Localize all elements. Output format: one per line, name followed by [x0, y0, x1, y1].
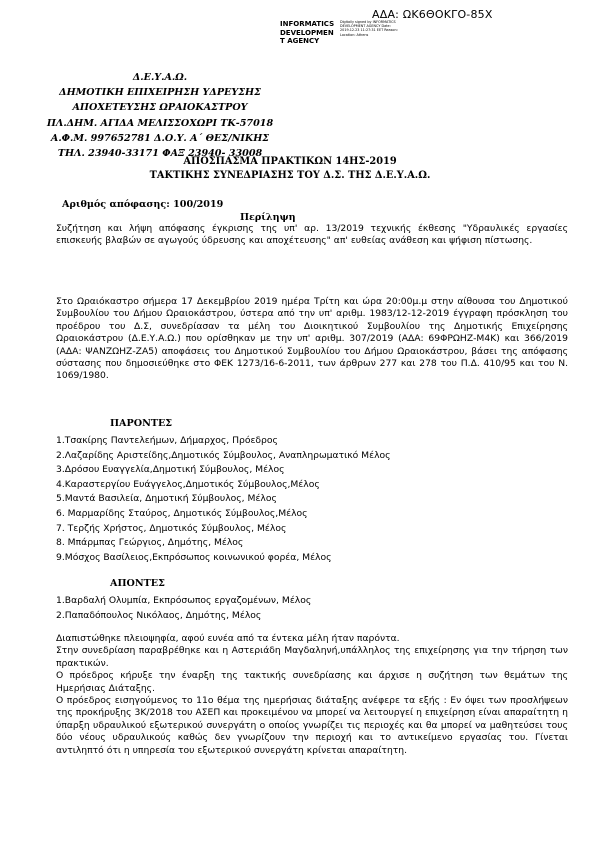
org-line1: ΔΗΜΟΤΙΚΗ ΕΠΙΧΕΙΡΗΣΗ ΥΔΡΕΥΣΗΣ [59, 87, 261, 99]
list-item: 8. Μπάρμπας Γεώργιος, Δημότης, Μέλος [56, 537, 244, 549]
list-item: 6. Μαρμαρίδης Σταύρος, Δημοτικός Σύμβουλος,Μέλος [56, 507, 308, 519]
closing-paragraph: Ο πρόεδρος εισηγούμενος το 11ο θέμα της ημερήσιας διάταξης ανέφερε τα εξής : Εν όψει των προσλήψεων της προκήρυξης 3Κ/2018 του ΑΣΕΠ και προκειμένου να μπορεί να λειτουργεί η επιχείρηση είναι απαραίτητη η ύπαρξη υδραυλικού εξωτερικού συνεργάτη ο οποίος γνωρίζει τις περιοχές και θα μπορεί να μαθητεύσει τους δύο νέους υδραυλικούς καθώς δεν γνωρίζουν την περιοχή και το αντικείμενο εργασίας του. Γίνεται αντιληπτό ότι η υπηρεσία του εξωτερικού συνεργάτη κρίνεται απαραίτητη. [56, 695, 568, 756]
list-item: 5.Μαντά Βασιλεία, Δημοτική Σύμβουλος, Μέλος [56, 493, 277, 505]
absent-list [56, 594, 568, 623]
list-item: 9.Μόσχος Βασίλειος,Εκπρόσωπος κοινωνικού φορέα, Μέλος [56, 551, 332, 563]
summary-text: Συζήτηση και λήψη απόφασης έγκρισης της υπ' αρ. 13/2019 τεχνικής έκθεσης "Υδραυλικές εργασίες επισκευής βλαβών σε αγωγούς ύδρευσης και αποχέτευσης" απ' ευθείας ανάθεση και ψήφιση πίστωσης. [56, 223, 568, 246]
brand-line: T AGENCY [280, 37, 320, 45]
brand-line: INFORMATICS [280, 20, 335, 28]
list-item: 7. Τερζής Χρήστος, Δημοτικός Σύμβουλος, Μέλος [56, 522, 287, 534]
signature-brand [280, 20, 334, 46]
organization-header [40, 70, 280, 161]
list-item: 3.Δρόσου Ευαγγελία,Δημοτική Σύμβουλος, Μέλος [56, 464, 285, 476]
absent-title: ΑΠΟΝΤΕΣ [110, 578, 165, 589]
brand-line: DEVELOPMEN [280, 28, 334, 37]
present-title: ΠΑΡΟΝΤΕΣ [110, 418, 173, 429]
list-item: 2.Λαζαρίδης Αριστείδης,Δημοτικός Σύμβουλος, Αναπληρωματικό Μέλος [56, 449, 391, 461]
document-ada-id: ΑΔΑ: ΩΚ6ΘΟΚΓΟ-85Χ [372, 8, 493, 21]
minutes-body: Στο Ωραιόκαστρο σήμερα 17 Δεκεμβρίου 2019 ημέρα Τρίτη και ώρα 20:00μ.μ στην αίθουσα του Δημοτικού Συμβουλίου του Δήμου Ωραιοκάστρου, ύστερα από την υπ' αριθμ. 1983/12-12-2019 έγγραφη πρόσκληση του προέδρου του Δ.Σ, συνεδρίασαν τα μέλη του Διοικητικού Συμβουλίου της Δημοτικής Επιχείρησης Ωραιοκάστρου (Δ.Ε.Υ.Α.Ω.) που ορίσθηκαν με την υπ' αριθμ. 307/2019 (ΑΔΑ: 69ΦΡΩΗΖ-Μ4Κ) και 366/2019 (ΑΔΑ: ΨΑΝΖΩΗΖ-ΖΑ5) αποφάσεις του Δημοτικού Συμβουλίου του Δήμου Ωραιοκάστρου, βάσει της απόφασης σύστασης που δημοσιεύθηκε στο ΦΕΚ 1273/16-6-2011, των άρθρων 277 και 278 του Π.Δ. 410/95 και του Ν. 1069/1980. [56, 296, 568, 382]
org-line2: ΑΠΟΧΕΤΕΥΣΗΣ ΩΡΑΙΟΚΑΣΤΡΟΥ [72, 102, 248, 114]
title-line2: ΤΑΚΤΙΚΗΣ ΣΥΝΕΔΡΙΑΣΗΣ ΤΟΥ Δ.Σ. ΤΗΣ Δ.Ε.Υ.Α.Ω. [149, 170, 431, 181]
signature-details: Digitally signed by INFORMATICS DEVELOPMENT AGENCY Date: 2019.12.23 11:27:31 EET Reason: Location: Athens [340, 20, 398, 37]
document-title [90, 155, 490, 183]
closing-paragraph: Διαπιστώθηκε πλειοψηφία, αφού ευνέα από τα έντεκα μέλη ήταν παρόντα. [56, 633, 400, 644]
closing-paragraph: Στην συνεδρίαση παραβρέθηκε και η Αστεριάδη Μαγδαληνή,υπάλληλος της επιχείρησης για την τήρηση των πρακτικών. [56, 645, 568, 669]
list-item: 2.Παπαδόπουλος Νικόλαος, Δημότης, Μέλος [56, 609, 262, 621]
list-item: 1.Τσακίρης Παντελεήμων, Δήμαρχος, Πρόεδρος [56, 435, 278, 446]
present-list [56, 434, 568, 565]
org-phone: ΤΗΛ. 23940-33171 ΦΑΞ 23940- 33008 [57, 148, 263, 160]
org-tax: Α.Φ.Μ. 997652781 Δ.Ο.Υ. Α΄ ΘΕΣ/ΝΙΚΗΣ [50, 132, 270, 144]
closing-paragraph: Ο πρόεδρος κήρυξε την έναρξη της τακτικής συνεδρίασης και άρχισε η συζήτηση των θεμάτων της Ημερήσιας Διάταξης. [56, 670, 568, 694]
org-name: Δ.Ε.Υ.Α.Ω. [132, 72, 188, 83]
list-item: 1.Βαρδαλή Ολυμπία, Εκπρόσωπος εργαζομένων, Μέλος [56, 595, 312, 606]
summary-title: Περίληψη [240, 212, 296, 223]
title-line1: ΑΠΟΣΠΑΣΜΑ ΠΡΑΚΤΙΚΩΝ 14ΗΣ-2019 [183, 156, 397, 167]
decision-number: Αριθμός απόφασης: 100/2019 [62, 199, 224, 210]
list-item: 4.Καραστεργίου Ευάγγελος,Δημοτικός Σύμβουλος,Μέλος [56, 478, 320, 490]
org-address: ΠΛ.ΔΗΜ. ΑΓΙΔΑ ΜΕΛΙΣΣΟΧΩΡΙ ΤΚ-57018 [46, 117, 274, 129]
closing-text [56, 633, 568, 757]
